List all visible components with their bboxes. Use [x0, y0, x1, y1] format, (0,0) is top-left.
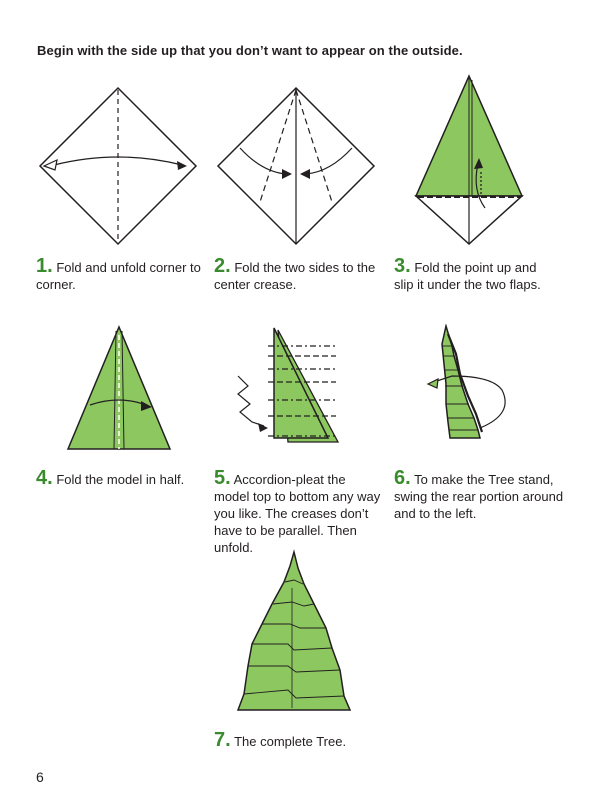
step-7-caption [214, 729, 394, 751]
step-number: 2. [214, 255, 231, 277]
step-text: Fold the model in half. [56, 472, 185, 487]
step-text: Fold and unfold corner to corner. [36, 260, 201, 292]
step-3-diagram [414, 72, 530, 250]
step-number: 3. [394, 255, 411, 277]
step-2-diagram [212, 86, 380, 248]
arrow-hollow-head-icon [428, 379, 438, 388]
intro-instruction: Begin with the side up that you don’t want to appear on the outside. [37, 43, 463, 58]
complete-tree [238, 552, 350, 710]
step-number: 1. [36, 255, 53, 277]
step-4-diagram [66, 325, 178, 455]
step-text: To make the Tree stand, swing the rear portion around and to the left. [394, 472, 564, 521]
step-1-caption [36, 255, 201, 293]
step-text: Fold the two sides to the center crease. [214, 260, 376, 292]
step-5-caption [214, 467, 384, 556]
step-6-caption [394, 467, 566, 522]
front-layer [274, 328, 328, 438]
step-3-caption [394, 255, 559, 293]
step-number: 5. [214, 467, 231, 489]
step-7-diagram [232, 548, 356, 718]
pleated-tree [442, 326, 480, 438]
step-2-caption [214, 255, 379, 293]
zigzag-arrow-icon [238, 376, 264, 426]
step-text: The complete Tree. [234, 734, 347, 749]
step-number: 6. [394, 467, 411, 489]
step-text: Accordion-pleat the model top to bottom any way you like. The creases don’t have to be parallel. Then unfold. [214, 472, 381, 555]
step-4-caption [36, 467, 201, 489]
page-number: 6 [36, 769, 44, 785]
step-number: 7. [214, 729, 231, 751]
step-5-diagram [228, 326, 348, 454]
step-text: Fold the point up and slip it under the two flaps. [394, 260, 541, 292]
step-number: 4. [36, 467, 53, 489]
arrow-head-icon [258, 423, 268, 432]
step-1-diagram [36, 86, 204, 248]
step-6-diagram [418, 324, 518, 444]
